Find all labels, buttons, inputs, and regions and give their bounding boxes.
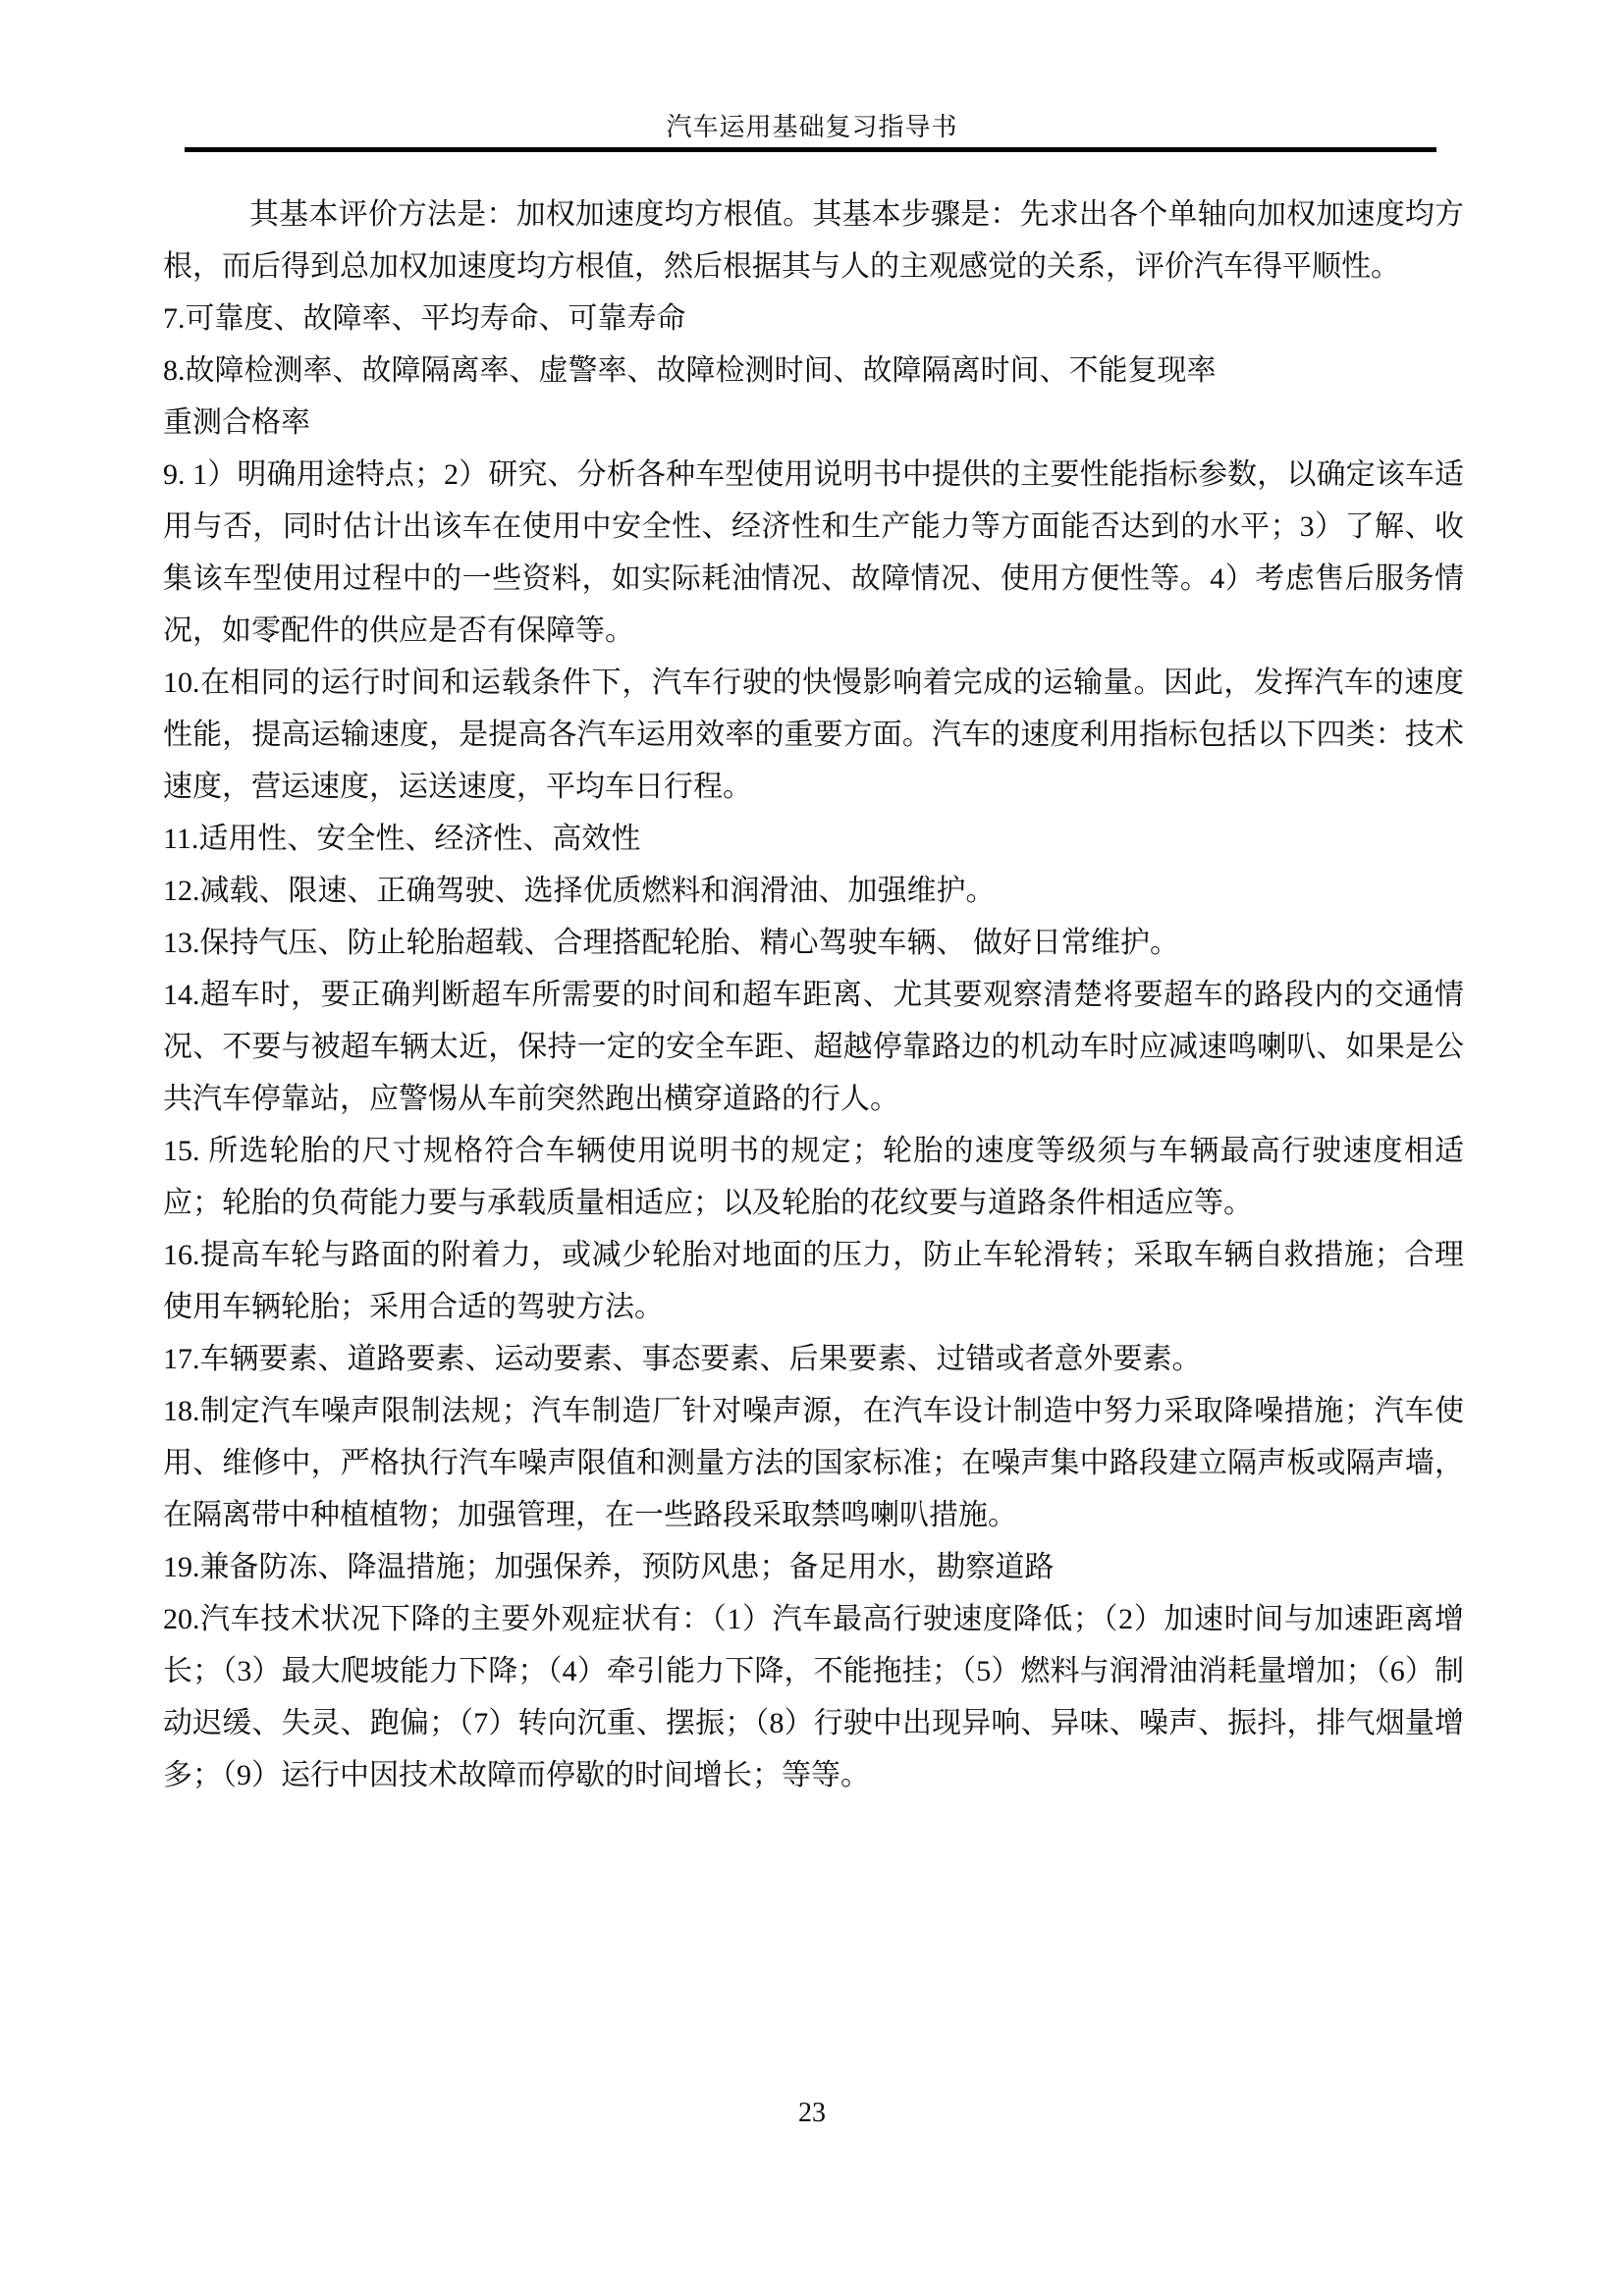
item-10-paragraph: 10.在相同的运行时间和运载条件下，汽车行驶的快慢影响着完成的运输量。因此，发挥汽车的速度性能，提高运输速度，是提高各汽车运用效率的重要方面。汽车的速度利用指标包括以下四类：技术速度，营运速度，运送速度，平均车日行程。	[163, 667, 1464, 803]
item-7-paragraph: 7.可靠度、故障率、平均寿命、可靠寿命	[163, 302, 686, 335]
item-16-paragraph: 16.提高车轮与路面的附着力，或减少轮胎对地面的压力，防止车轮滑转；采取车辆自救措施；合理使用车辆轮胎；采用合适的驾驶方法。	[163, 1239, 1464, 1323]
page-header-title: 汽车运用基础复习指导书	[666, 113, 958, 141]
header-divider	[185, 147, 1436, 152]
item-13-paragraph: 13.保持气压、防止轮胎超载、合理搭配轮胎、精心驾驶车辆、 做好日常维护。	[163, 927, 1179, 959]
item-18-paragraph: 18.制定汽车噪声限制法规；汽车制造厂针对噪声源，在汽车设计制造中努力采取降噪措施；汽车使用、维修中，严格执行汽车噪声限值和测量方法的国家标准；在噪声集中路段建立隔声板或隔声墙，在隔离带中种植植物；加强管理，在一些路段采取禁鸣喇叭措施。	[163, 1395, 1464, 1531]
item-11-paragraph: 11.适用性、安全性、经济性、高效性	[163, 823, 641, 855]
document-body	[163, 188, 1464, 1801]
page-number: 23	[798, 2098, 826, 2128]
item-8-paragraph: 8.故障检测率、故障隔离率、虚警率、故障检测时间、故障隔离时间、不能复现率	[163, 354, 1217, 387]
intro-paragraph: 其基本评价方法是：加权加速度均方根值。其基本步骤是：先求出各个单轴向加权加速度均方根，而后得到总加权加速度均方根值，然后根据其与人的主观感觉的关系，评价汽车得平顺性。	[163, 198, 1464, 283]
item-9-paragraph: 9. 1）明确用途特点；2）研究、分析各种车型使用说明书中提供的主要性能指标参数，以确定该车适用与否，同时估计出该车在使用中安全性、经济性和生产能力等方面能否达到的水平；3）了解、收集该车型使用过程中的一些资料，如实际耗油情况、故障情况、使用方便性等。4）考虑售后服务情况，如零配件的供应是否有保障等。	[163, 458, 1464, 647]
item-12-paragraph: 12.减载、限速、正确驾驶、选择优质燃料和润滑油、加强维护。	[163, 875, 996, 907]
item-15-paragraph: 15. 所选轮胎的尺寸规格符合车辆使用说明书的规定；轮胎的速度等级须与车辆最高行驶速度相适应；轮胎的负荷能力要与承载质量相适应；以及轮胎的花纹要与道路条件相适应等。	[163, 1135, 1464, 1219]
item-20-paragraph: 20.汽车技术状况下降的主要外观症状有：（1）汽车最高行驶速度降低；（2）加速时间与加速距离增长；（3）最大爬坡能力下降；（4）牵引能力下降，不能拖挂；（5）燃料与润滑油消耗量增加；（6）制动迟缓、失灵、跑偏；（7）转向沉重、摆振；（8）行驶中出现异响、异味、噪声、振抖，排气烟量增多；（9）运行中因技术故障而停歇的时间增长；等等。	[163, 1603, 1464, 1791]
item-17-paragraph: 17.车辆要素、道路要素、运动要素、事态要素、后果要素、过错或者意外要素。	[163, 1343, 1202, 1375]
item-14-paragraph: 14.超车时，要正确判断超车所需要的时间和超车距离、尤其要观察清楚将要超车的路段内的交通情况、不要与被超车辆太近，保持一定的安全车距、超越停靠路边的机动车时应减速鸣喇叭、如果是公共汽车停靠站，应警惕从车前突然跑出横穿道路的行人。	[163, 979, 1464, 1115]
retest-pass-rate-paragraph: 重测合格率	[163, 406, 310, 439]
item-19-paragraph: 19.兼备防冻、降温措施；加强保养，预防风患；备足用水，勘察道路	[163, 1551, 1055, 1583]
